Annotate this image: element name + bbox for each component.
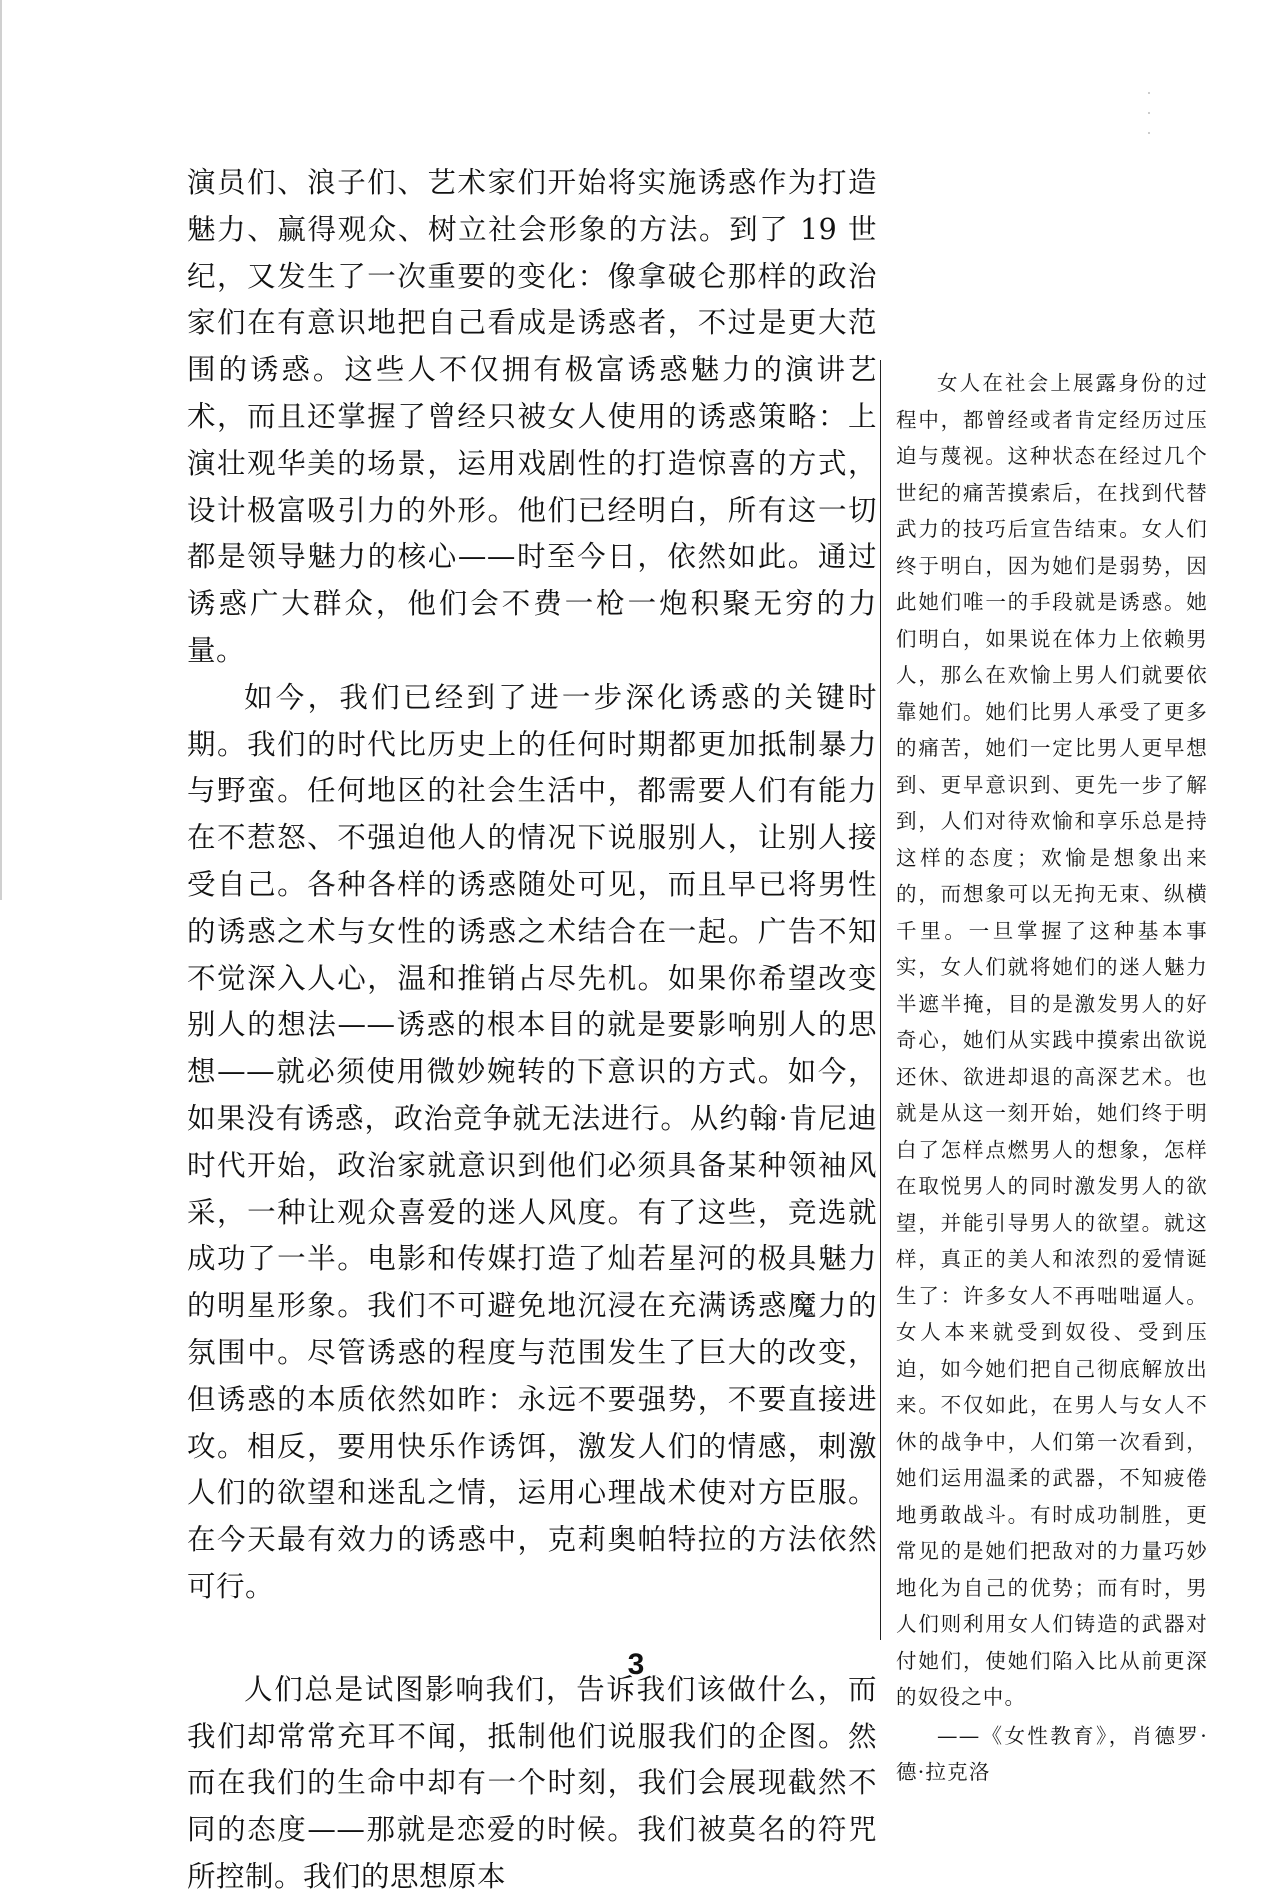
sidebar-quote-attribution: ——《女性教育》，肖德罗·德·拉克洛 — [896, 1723, 1208, 1784]
scan-speck — [1148, 92, 1150, 94]
main-paragraph-3: 人们总是试图影响我们，告诉我们该做什么，而我们却常常充耳不闻，抵制他们说服我们的企图。然而在我们的生命中却有一个时刻，我们会展现截然不同的态度——那就是恋爱的时候。我们被莫名的符咒所控制。我们的思想原本 — [187, 1672, 877, 1893]
scan-speck — [1148, 132, 1150, 134]
main-text-column — [187, 160, 877, 1901]
page-number: 3 — [627, 1648, 645, 1681]
binding-edge-line — [0, 0, 2, 900]
main-paragraph-1: 演员们、浪子们、艺术家们开始将实施诱惑作为打造魅力、赢得观众、树立社会形象的方法。到了 19 世纪，又发生了一次重要的变化：像拿破仑那样的政治家们在有意识地把自己看成是诱惑者，不过是更大范围的诱惑。这些人不仅拥有极富诱惑魅力的演讲艺术，而且还掌握了曾经只被女人使用的诱惑策略：上演壮观华美的场景，运用戏剧性的打造惊喜的方式，设计极富吸引力的外形。他们已经明白，所有这一切都是领导魅力的核心——时至今日，依然如此。通过诱惑广大群众，他们会不费一枪一炮积聚无穷的力量。 — [187, 166, 877, 667]
sidebar-divider-line — [880, 360, 881, 1640]
sidebar-quote — [896, 365, 1208, 1791]
sidebar-quote-text: 女人在社会上展露身份的过程中，都曾经或者肯定经历过压迫与蔑视。这种状态在经过几个世纪的痛苦摸索后，在找到代替武力的技巧后宣告结束。女人们终于明白，因为她们是弱势，因此她们唯一的手段就是诱惑。她们明白，如果说在体力上依赖男人，那么在欢愉上男人们就要依靠她们。她们比男人承受了更多的痛苦，她们一定比男人更早想到、更早意识到、更先一步了解到，人们对待欢愉和享乐总是持这样的态度；欢愉是想象出来的，而想象可以无拘无束、纵横千里。一旦掌握了这种基本事实，女人们就将她们的迷人魅力半遮半掩，目的是激发男人的好奇心，她们从实践中摸索出欲说还休、欲进却退的高深艺术。也就是从这一刻开始，她们终于明白了怎样点燃男人的想象，怎样在取悦男人的同时激发男人的欲望，并能引导男人的欲望。就这样，真正的美人和浓烈的爱情诞生了：许多女人不再咄咄逼人。女人本来就受到奴役、受到压迫，如今她们把自己彻底解放出来。不仅如此，在男人与女人不休的战争中，人们第一次看到，她们运用温柔的武器，不知疲倦地勇敢战斗。有时成功制胜，更常见的是她们把敌对的力量巧妙地化为自己的优势；而有时，男人们则利用女人们铸造的武器对付她们，使她们陷入比从前更深的奴役之中。 — [896, 371, 1208, 1709]
scan-speck — [1148, 112, 1150, 114]
main-paragraph-2: 如今，我们已经到了进一步深化诱惑的关键时期。我们的时代比历史上的任何时期都更加抵制暴力与野蛮。任何地区的社会生活中，都需要人们有能力在不惹怒、不强迫他人的情况下说服别人，让别人接受自己。各种各样的诱惑随处可见，而且早已将男性的诱惑之术与女性的诱惑之术结合在一起。广告不知不觉深入人心，温和推销占尽先机。如果你希望改变别人的想法——诱惑的根本目的就是要影响别人的思想——就必须使用微妙婉转的下意识的方式。如今，如果没有诱惑，政治竞争就无法进行。从约翰·肯尼迪时代开始，政治家就意识到他们必须具备某种领袖风采，一种让观众喜爱的迷人风度。有了这些，竞选就成功了一半。电影和传媒打造了灿若星河的极具魅力的明星形象。我们不可避免地沉浸在充满诱惑魔力的氛围中。尽管诱惑的程度与范围发生了巨大的改变，但诱惑的本质依然如昨：永远不要强势，不要直接进攻。相反，要用快乐作诱饵，激发人们的情感，刺激人们的欲望和迷乱之情，运用心理战术使对方臣服。在今天最有效力的诱惑中，克莉奥帕特拉的方法依然可行。 — [187, 680, 877, 1603]
